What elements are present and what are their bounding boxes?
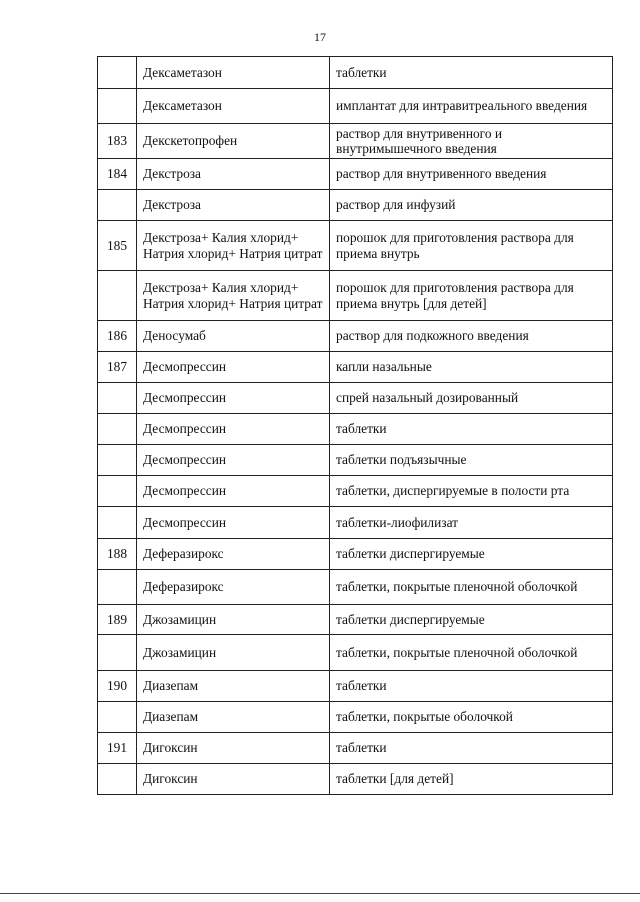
drug-name: Деферазирокс (137, 570, 330, 605)
row-number (98, 414, 137, 445)
dosage-form: раствор для инфузий (330, 190, 613, 221)
drug-name: Дигоксин (137, 764, 330, 795)
row-number: 188 (98, 539, 137, 570)
row-number: 191 (98, 733, 137, 764)
row-number (98, 764, 137, 795)
row-number: 184 (98, 159, 137, 190)
table-row (98, 764, 613, 795)
page-number: 17 (314, 30, 326, 44)
drug-name: Десмопрессин (137, 445, 330, 476)
drug-name: Десмопрессин (137, 507, 330, 539)
table-row (98, 124, 613, 159)
drug-name: Диазепам (137, 702, 330, 733)
drug-name: Десмопрессин (137, 352, 330, 383)
row-number (98, 383, 137, 414)
dosage-form: таблетки подъязычные (330, 445, 613, 476)
drug-name: Дигоксин (137, 733, 330, 764)
row-number (98, 89, 137, 124)
dosage-form: таблетки, покрытые оболочкой (330, 702, 613, 733)
row-number (98, 476, 137, 507)
drug-name: Дексаметазон (137, 57, 330, 89)
table-row (98, 221, 613, 271)
drug-table (97, 56, 613, 795)
row-number (98, 445, 137, 476)
drug-name: Деносумаб (137, 321, 330, 352)
table-row (98, 570, 613, 605)
row-number: 186 (98, 321, 137, 352)
drug-name: Десмопрессин (137, 383, 330, 414)
dosage-form: имплантат для интравитреального введения (330, 89, 613, 124)
dosage-form: раствор для подкожного введения (330, 321, 613, 352)
dosage-form: таблетки диспергируемые (330, 539, 613, 570)
dosage-form: таблетки диспергируемые (330, 605, 613, 635)
table-row (98, 321, 613, 352)
table-row (98, 414, 613, 445)
bottom-divider (0, 893, 640, 894)
row-number (98, 570, 137, 605)
dosage-form: таблетки, покрытые пленочной оболочкой (330, 570, 613, 605)
dosage-form: таблетки (330, 57, 613, 89)
table-row (98, 383, 613, 414)
dosage-form: таблетки-лиофилизат (330, 507, 613, 539)
dosage-form: капли назальные (330, 352, 613, 383)
row-number (98, 507, 137, 539)
table-row (98, 352, 613, 383)
row-number (98, 271, 137, 321)
table-row (98, 271, 613, 321)
drug-name: Джозамицин (137, 635, 330, 671)
row-number (98, 190, 137, 221)
dosage-form: порошок для приготовления раствора для приема внутрь [для детей] (330, 271, 613, 321)
drug-name: Десмопрессин (137, 414, 330, 445)
table-row (98, 507, 613, 539)
table-row (98, 190, 613, 221)
row-number: 185 (98, 221, 137, 271)
table-row (98, 445, 613, 476)
row-number (98, 57, 137, 89)
dosage-form: порошок для приготовления раствора для приема внутрь (330, 221, 613, 271)
table-row (98, 605, 613, 635)
table-row (98, 89, 613, 124)
row-number: 190 (98, 671, 137, 702)
drug-name: Декстроза+ Калия хлорид+ Натрия хлорид+ Натрия цитрат (137, 221, 330, 271)
dosage-form: таблетки (330, 414, 613, 445)
row-number (98, 635, 137, 671)
row-number: 183 (98, 124, 137, 159)
dosage-form: таблетки, диспергируемые в полости рта (330, 476, 613, 507)
drug-name: Деферазирокс (137, 539, 330, 570)
row-number (98, 702, 137, 733)
drug-name: Декскетопрофен (137, 124, 330, 159)
row-number: 189 (98, 605, 137, 635)
table-row (98, 635, 613, 671)
table-row (98, 671, 613, 702)
table-row (98, 733, 613, 764)
table-row (98, 57, 613, 89)
drug-name: Джозамицин (137, 605, 330, 635)
dosage-form: таблетки, покрытые пленочной оболочкой (330, 635, 613, 671)
dosage-form: таблетки [для детей] (330, 764, 613, 795)
dosage-form: раствор для внутривенного и внутримышечного введения (330, 124, 613, 159)
dosage-form: раствор для внутривенного введения (330, 159, 613, 190)
table-row (98, 476, 613, 507)
drug-name: Декстроза (137, 190, 330, 221)
drug-name: Декстроза+ Калия хлорид+ Натрия хлорид+ Натрия цитрат (137, 271, 330, 321)
dosage-form: спрей назальный дозированный (330, 383, 613, 414)
table-row (98, 159, 613, 190)
table-row (98, 539, 613, 570)
drug-name: Дексаметазон (137, 89, 330, 124)
drug-name: Десмопрессин (137, 476, 330, 507)
drug-name: Диазепам (137, 671, 330, 702)
drug-name: Декстроза (137, 159, 330, 190)
row-number: 187 (98, 352, 137, 383)
table-row (98, 702, 613, 733)
dosage-form: таблетки (330, 733, 613, 764)
dosage-form: таблетки (330, 671, 613, 702)
